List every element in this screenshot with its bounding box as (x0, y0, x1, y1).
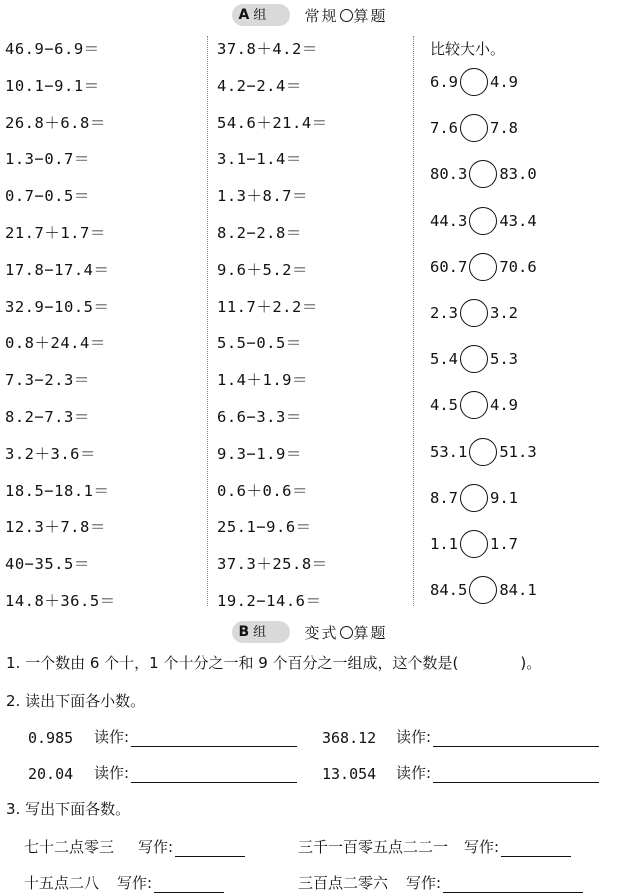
read-answer-line[interactable] (131, 729, 297, 747)
section-b-badge (232, 621, 290, 643)
compare-left-number: 8.7 (430, 488, 458, 507)
compare-right-number: 51.3 (499, 442, 537, 461)
title-post: 算题 (353, 623, 388, 642)
arithmetic-problem: 46.9−6.9＝ (5, 40, 100, 58)
compare-item (430, 160, 537, 188)
title-post: 算题 (353, 6, 388, 25)
compare-left-number: 60.7 (430, 257, 468, 276)
decimal-number: 13.054 (322, 765, 377, 783)
arithmetic-problem: 9.3−1.9＝ (217, 444, 302, 463)
compare-left-number: 5.4 (430, 350, 458, 369)
write-item (24, 872, 224, 893)
arithmetic-problem: 54.6＋21.4＝ (217, 113, 328, 132)
compare-answer-circle[interactable] (469, 160, 497, 188)
badge-letter: B (238, 624, 250, 640)
compare-right-number: 9.1 (490, 488, 518, 507)
arithmetic-problem: 32.9−10.5＝ (5, 297, 110, 316)
compare-left-number: 2.3 (430, 304, 458, 322)
write-answer-line[interactable] (175, 839, 245, 857)
compare-left-number: 6.9 (430, 73, 458, 91)
arithmetic-problem: 8.2−7.3＝ (5, 408, 90, 426)
read-item (28, 762, 297, 783)
arithmetic-problem: 0.6＋0.6＝ (217, 481, 308, 500)
compare-item (430, 530, 518, 558)
decimal-number: 0.985 (28, 729, 74, 747)
compare-item (430, 576, 537, 604)
compare-left-number: 1.1 (430, 535, 458, 553)
read-label: 读作: (94, 764, 130, 782)
decimal-number: 368.12 (322, 729, 377, 747)
arithmetic-problem: 5.5−0.5＝ (217, 334, 302, 353)
column-divider (413, 36, 414, 606)
compare-right-number: 7.8 (490, 119, 518, 138)
compare-answer-circle[interactable] (460, 114, 488, 142)
read-answer-line[interactable] (433, 729, 599, 747)
question-1 (6, 652, 541, 673)
section-a-badge (232, 4, 290, 26)
arithmetic-problem: 18.5−18.1＝ (5, 481, 110, 500)
read-item (322, 762, 599, 783)
read-answer-line[interactable] (131, 765, 297, 783)
badge-group: 组 (253, 8, 267, 23)
circle-operator-icon (340, 626, 353, 639)
arithmetic-problem: 21.7＋1.7＝ (5, 224, 106, 242)
compare-answer-circle[interactable] (469, 576, 497, 604)
section-b-header (0, 619, 620, 645)
badge-group: 组 (253, 625, 267, 640)
write-label: 写作: (406, 874, 442, 892)
compare-answer-circle[interactable] (469, 207, 497, 235)
section-b-title (304, 622, 387, 643)
arithmetic-problem: 40−35.5＝ (5, 555, 90, 574)
compare-right-number: 5.3 (490, 350, 518, 369)
compare-right-number: 83.0 (499, 165, 537, 184)
compare-left-number: 44.3 (430, 211, 468, 230)
compare-left-number: 7.6 (430, 119, 458, 138)
title-pre: 常规 (304, 6, 339, 25)
compare-answer-circle[interactable] (460, 345, 488, 373)
arithmetic-problem: 3.1−1.4＝ (217, 150, 302, 169)
arithmetic-problem: 6.6−3.3＝ (217, 408, 302, 426)
arithmetic-problem: 0.8＋24.4＝ (5, 334, 106, 353)
compare-item (430, 345, 518, 373)
compare-item (430, 253, 537, 281)
read-answer-line[interactable] (433, 765, 599, 783)
write-label: 写作: (138, 838, 174, 856)
write-label: 写作: (117, 874, 153, 892)
compare-left-number: 53.1 (430, 442, 468, 461)
compare-right-number: 43.4 (499, 211, 537, 230)
arithmetic-problem: 1.3−0.7＝ (5, 150, 90, 169)
compare-answer-circle[interactable] (460, 484, 488, 512)
compare-left-number: 84.5 (430, 581, 468, 600)
compare-right-number: 84.1 (499, 581, 537, 600)
question-1-text: 1. 一个数由 6 个十，1 个十分之一和 9 个百分之一组成，这个数是( (6, 654, 459, 672)
compare-label: 比较大小。 (430, 40, 506, 58)
compare-answer-circle[interactable] (460, 530, 488, 558)
arithmetic-problem: 1.3＋8.7＝ (217, 187, 308, 206)
section-a-title (304, 5, 387, 26)
badge-letter: A (238, 7, 250, 23)
question-2-text: 2. 读出下面各小数。 (6, 692, 146, 710)
circle-operator-icon (340, 9, 353, 22)
write-item (298, 872, 583, 893)
read-label: 读作: (94, 728, 130, 746)
compare-item (430, 114, 518, 142)
write-item (298, 836, 571, 857)
chinese-number-words: 十五点二八 (24, 874, 100, 892)
compare-item (430, 68, 518, 96)
compare-item (430, 299, 518, 327)
arithmetic-problem: 4.2−2.4＝ (217, 76, 302, 95)
decimal-number: 20.04 (28, 765, 74, 783)
question-1-close: )。 (520, 654, 542, 672)
compare-answer-circle[interactable] (469, 438, 497, 466)
question-3-text: 3. 写出下面各数。 (6, 800, 131, 818)
arithmetic-problem: 37.3＋25.8＝ (217, 555, 328, 574)
title-pre: 变式 (304, 623, 339, 642)
compare-item (430, 207, 537, 235)
chinese-number-words: 七十二点零三 (24, 838, 115, 856)
arithmetic-problem: 10.1−9.1＝ (5, 76, 100, 95)
write-answer-line[interactable] (154, 875, 224, 893)
read-item (322, 726, 599, 747)
write-answer-line[interactable] (443, 875, 583, 893)
write-label: 写作: (464, 838, 500, 856)
read-label: 读作: (396, 728, 432, 746)
compare-right-number: 4.9 (490, 396, 518, 415)
arithmetic-problem: 7.3−2.3＝ (5, 371, 90, 390)
compare-item (430, 391, 518, 419)
arithmetic-problem: 17.8−17.4＝ (5, 260, 110, 279)
compare-left-number: 80.3 (430, 165, 468, 184)
arithmetic-problem: 37.8＋4.2＝ (217, 40, 318, 58)
arithmetic-problem: 11.7＋2.2＝ (217, 297, 318, 316)
read-item (28, 726, 297, 747)
arithmetic-problem: 14.8＋36.5＝ (5, 592, 116, 610)
compare-item (430, 484, 518, 512)
question-1-answer-blank[interactable] (458, 656, 520, 673)
section-a-header (0, 2, 620, 28)
arithmetic-problem: 25.1−9.6＝ (217, 518, 312, 537)
arithmetic-problem: 0.7−0.5＝ (5, 187, 90, 206)
compare-left-number: 4.5 (430, 396, 458, 415)
compare-right-number: 70.6 (499, 257, 537, 276)
compare-right-number: 1.7 (490, 535, 518, 553)
compare-answer-circle[interactable] (460, 299, 488, 327)
chinese-number-words: 三百点二零六 (298, 874, 389, 892)
write-item (24, 836, 245, 857)
column-divider (207, 36, 208, 606)
arithmetic-problem: 3.2＋3.6＝ (5, 444, 96, 463)
compare-right-number: 4.9 (490, 73, 518, 91)
write-answer-line[interactable] (501, 839, 571, 857)
arithmetic-problem: 1.4＋1.9＝ (217, 371, 308, 390)
chinese-number-words: 三千一百零五点二二一 (298, 838, 449, 856)
arithmetic-problem: 19.2−14.6＝ (217, 592, 322, 610)
compare-right-number: 3.2 (490, 304, 518, 322)
read-label: 读作: (396, 764, 432, 782)
compare-answer-circle[interactable] (460, 391, 488, 419)
compare-answer-circle[interactable] (460, 68, 488, 96)
arithmetic-problem: 26.8＋6.8＝ (5, 113, 106, 132)
arithmetic-problem: 8.2−2.8＝ (217, 224, 302, 242)
compare-item (430, 438, 537, 466)
arithmetic-problem: 9.6＋5.2＝ (217, 260, 308, 279)
compare-answer-circle[interactable] (469, 253, 497, 281)
arithmetic-problem: 12.3＋7.8＝ (5, 518, 106, 537)
